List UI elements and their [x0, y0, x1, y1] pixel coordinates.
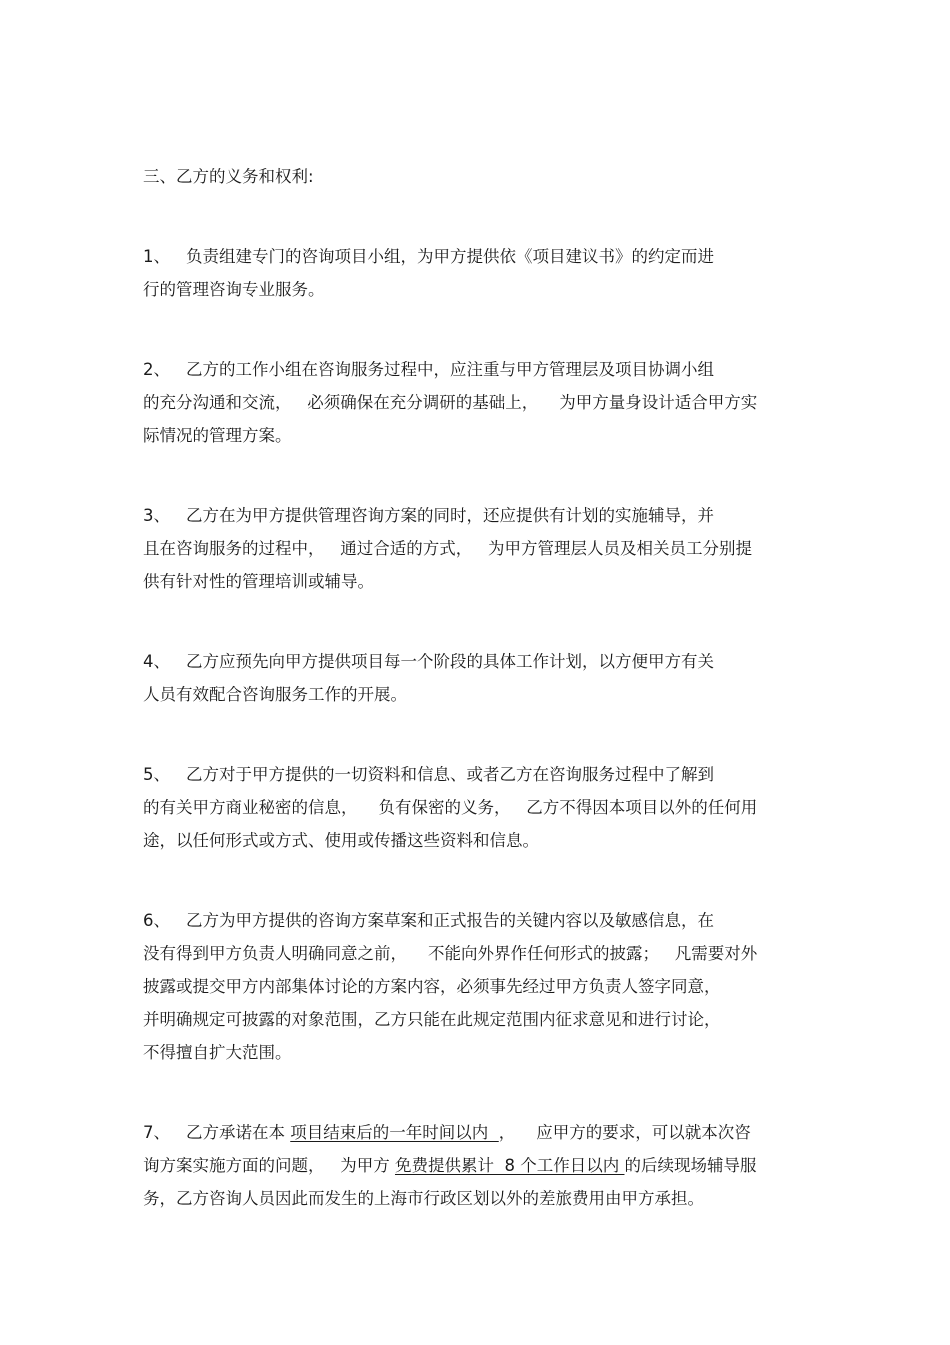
clause-7-line-2 [143, 1155, 756, 1177]
clause-3-text-1: 乙方在为甲方提供管理咨询方案的同时，还应提供有计划的实施辅导，并 [186, 506, 714, 525]
clause-6-text-5: 不得擅自扩大范围。 [143, 1043, 292, 1062]
section-heading: 三、乙方的义务和权利: [143, 167, 314, 186]
clause-7-text-1b: ， 应甲方的要求，可以就本次咨 [498, 1123, 751, 1142]
clause-7-text-1a: 乙方承诺在本 [186, 1123, 291, 1142]
clause-5-text-3: 途，以任何形式或方式、使用或传播这些资料和信息。 [143, 831, 539, 850]
clause-5-number: 5、 [143, 765, 170, 784]
clause-5-line-1 [143, 764, 714, 786]
clause-7-underlined-period: 项目结束后的一年时间以内 [290, 1123, 499, 1142]
clause-2-text-2: 的充分沟通和交流， 必须确保在充分调研的基础上， 为甲方量身设计适合甲方实 [143, 393, 758, 412]
clause-6-text-1: 乙方为甲方提供的咨询方案草案和正式报告的关键内容以及敏感信息，在 [186, 911, 714, 930]
clause-3-text-2: 且在咨询服务的过程中， 通过合适的方式， 为甲方管理层人员及相关员工分别提 [143, 539, 752, 558]
clause-2-line-1 [143, 359, 714, 381]
clause-6-text-2: 没有得到甲方负责人明确同意之前， 不能向外界作任何形式的披露； 凡需要对外 [143, 944, 758, 963]
clause-7-line-1 [143, 1122, 751, 1144]
clause-3-text-3: 供有针对性的管理培训或辅导。 [143, 572, 374, 591]
clause-7-underlined-days: 免费提供累计 8 个工作日以内 [394, 1156, 625, 1175]
clause-3-number: 3、 [143, 506, 170, 525]
clause-2-text-1: 乙方的工作小组在咨询服务过程中，应注重与甲方管理层及项目协调小组 [186, 360, 714, 379]
clause-4-text-2: 人员有效配合咨询服务工作的开展。 [143, 685, 407, 704]
clause-3-line-1 [143, 505, 714, 527]
clause-7-text-2a: 询方案实施方面的问题， 为甲方 [143, 1156, 395, 1175]
clause-1-line-1 [143, 246, 714, 268]
clause-4-line-1 [143, 651, 714, 673]
clause-1-text-2: 行的管理咨询专业服务。 [143, 280, 325, 299]
clause-7-text-2b: 的后续现场辅导服 [624, 1156, 757, 1175]
clause-6-line-1 [143, 910, 714, 932]
clause-6-text-3: 披露或提交甲方内部集体讨论的方案内容，必须事先经过甲方负责人签字同意， [143, 977, 721, 996]
clause-1-number: 1、 [143, 247, 170, 266]
clause-2-number: 2、 [143, 360, 170, 379]
clause-6-number: 6、 [143, 911, 170, 930]
clause-5-text-2: 的有关甲方商业秘密的信息， 负有保密的义务， 乙方不得因本项目以外的任何用 [143, 798, 758, 817]
clause-5-text-1: 乙方对于甲方提供的一切资料和信息、或者乙方在咨询服务过程中了解到 [186, 765, 714, 784]
clause-4-number: 4、 [143, 652, 170, 671]
clause-7-text-3: 务，乙方咨询人员因此而发生的上海市行政区划以外的差旅费用由甲方承担。 [143, 1189, 704, 1208]
clause-1-text-1: 负责组建专门的咨询项目小组，为甲方提供依《项目建议书》的约定而进 [186, 247, 714, 266]
clause-6-text-4: 并明确规定可披露的对象范围，乙方只能在此规定范围内征求意见和进行讨论， [143, 1010, 721, 1029]
clause-4-text-1: 乙方应预先向甲方提供项目每一个阶段的具体工作计划，以方便甲方有关 [186, 652, 714, 671]
clause-2-text-3: 际情况的管理方案。 [143, 426, 292, 445]
clause-7-number: 7、 [143, 1123, 170, 1142]
